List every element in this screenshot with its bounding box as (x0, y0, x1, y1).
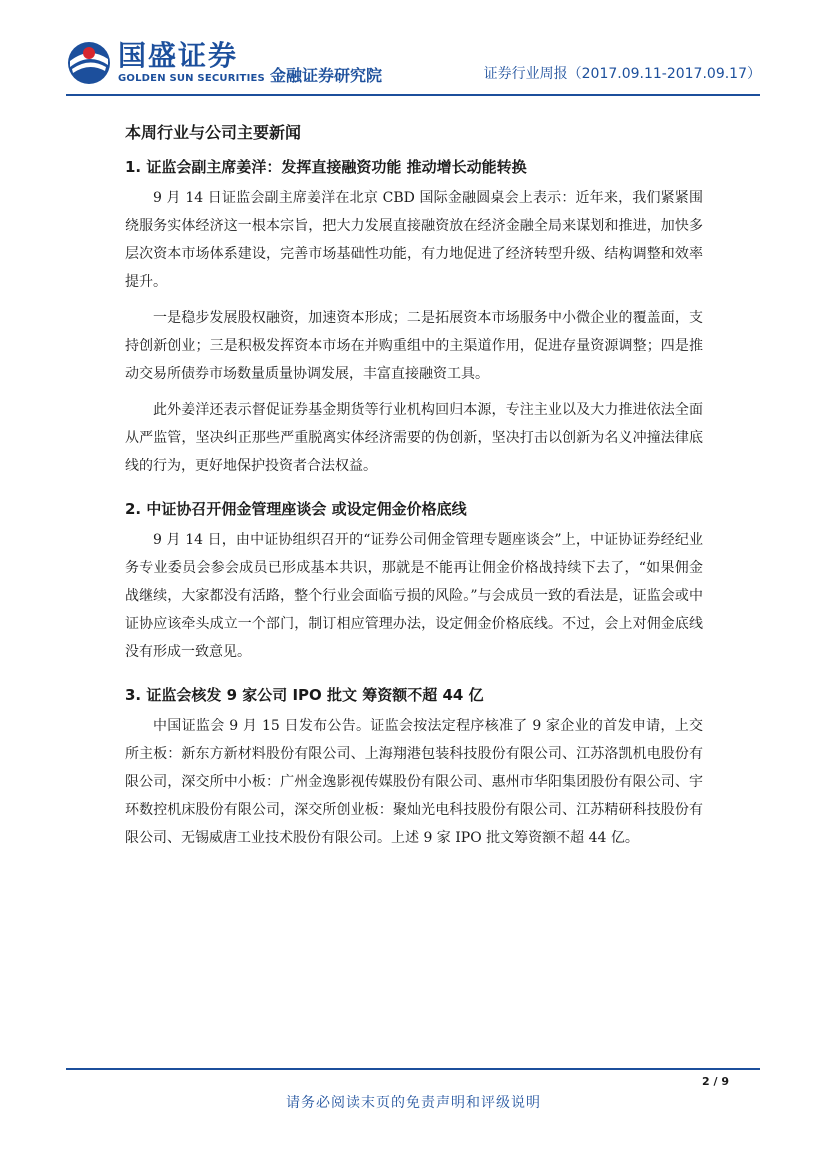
news-item (125, 498, 703, 666)
page-number: 2 / 9 (702, 1075, 729, 1088)
news-paragraph: 9 月 14 日证监会副主席姜洋在北京 CBD 国际金融圆桌会上表示：近年来，我们紧紧围绕服务实体经济这一根本宗旨，把大力发展直接融资放在经济金融全局来谋划和推进，加快多层次资本市场体系建设，完善市场基础性功能，有力地促进了经济转型升级、结构调整和效率提升。 (125, 190, 703, 290)
news-heading: 2. 中证协召开佣金管理座谈会 或设定佣金价格底线 (125, 500, 467, 518)
section-title: 本周行业与公司主要新闻 (125, 123, 302, 142)
disclaimer-text: 请务必阅读末页的免责声明和评级说明 (286, 1095, 541, 1111)
brand-name-en: GOLDEN SUN SECURITIES (118, 73, 265, 84)
news-paragraph: 此外姜洋还表示督促证券基金期货等行业机构回归本源，专注主业以及大力推进依法全面从严监管，坚决纠正那些严重脱离实体经济需要的伪创新，坚决打击以创新为名义冲撞法律底线的行为，更好地保护投资者合法权益。 (125, 402, 703, 474)
news-heading: 3. 证监会核发 9 家公司 IPO 批文 筹资额不超 44 亿 (125, 686, 484, 704)
news-paragraph: 一是稳步发展股权融资，加速资本形成；二是拓展资本市场服务中小微企业的覆盖面，支持创新创业；三是积极发挥资本市场在并购重组中的主渠道作用，促进存量资源调整；四是推动交易所债券市场数量质量协调发展，丰富直接融资工具。 (125, 310, 703, 382)
brand-name-cn: 国盛证券 (118, 39, 239, 72)
footer-divider (66, 1068, 760, 1070)
page-header (0, 0, 827, 100)
header-divider (66, 94, 760, 96)
news-paragraph: 中国证监会 9 月 15 日发布公告。证监会按法定程序核准了 9 家企业的首发申请，上交所主板：新东方新材料股份有限公司、上海翔港包装科技股份有限公司、江苏洛凯机电股份有限公司，深交所中小板：广州金逸影视传媒股份有限公司、惠州市华阳集团股份有限公司、宇环数控机床股份有限公司，深交所创业板：聚灿光电科技股份有限公司、江苏精研科技股份有限公司、无锡威唐工业技术股份有限公司。上述 9 家 IPO 批文筹资额不超 44 亿。 (125, 718, 703, 846)
report-title: 证券行业周报（2017.09.11-2017.09.17） (483, 66, 761, 82)
news-item (125, 684, 703, 852)
institute-name: 金融证券研究院 (270, 66, 383, 85)
news-paragraph: 9 月 14 日，由中证协组织召开的“证券公司佣金管理专题座谈会”上，中证协证券经纪业务专业委员会参会成员已形成基本共识，那就是不能再让佣金价格战持续下去了，“如果佣金战继续，大家都没有活路，整个行业会面临亏损的风险。”与会成员一致的看法是，证监会或中证协应该牵头成立一个部门，制订相应管理办法，设定佣金价格底线。不过，会上对佣金底线没有形成一致意见。 (125, 532, 703, 660)
main-content (125, 122, 703, 870)
golden-sun-logo-icon (66, 40, 112, 86)
news-item (125, 156, 703, 480)
news-heading: 1. 证监会副主席姜洋：发挥直接融资功能 推动增长动能转换 (125, 158, 527, 176)
